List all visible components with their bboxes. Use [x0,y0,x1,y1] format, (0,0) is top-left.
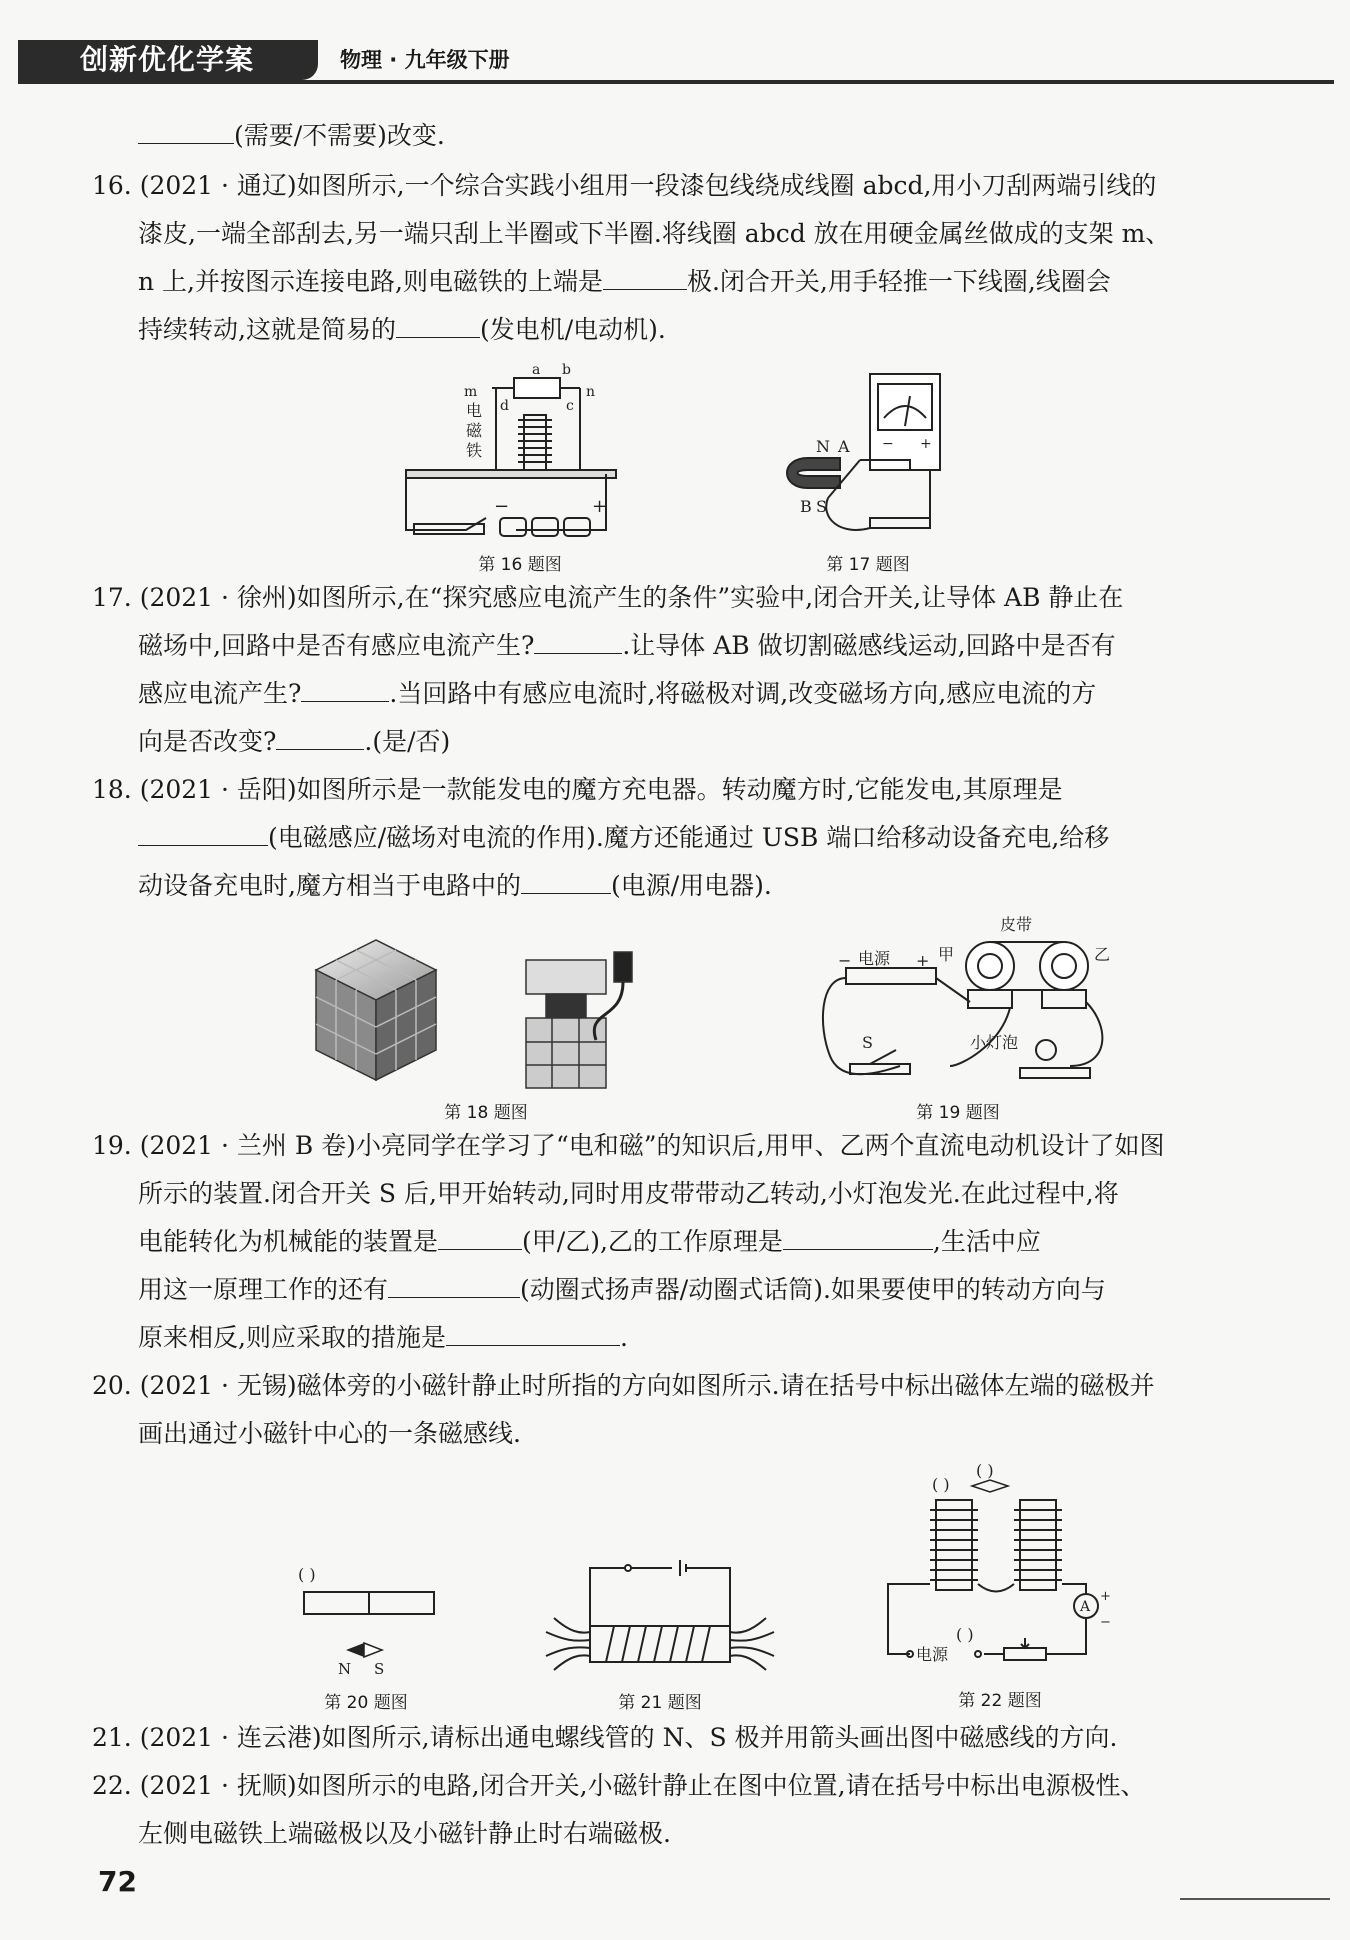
compass-needle-south [364,1643,382,1657]
question-18 [92,766,1272,910]
label-N: N [816,437,830,456]
question-15-tail [92,112,1272,160]
figure-20 [290,1550,450,1690]
q19-line4a: 用这一原理工作的还有 [138,1275,389,1304]
answer-blank[interactable] [138,115,234,144]
q15-text: (需要/不需要)改变. [234,121,445,150]
q19-line3c: ,生活中应 [932,1227,1041,1256]
figure-17 [760,368,960,548]
figure-20-caption: 第 20 题图 [324,1693,408,1713]
q17-line2a: 磁场中,回路中是否有感应电流产生? [138,631,535,660]
q18-line3a: 动设备充电时,魔方相当于电路中的 [138,871,521,900]
footer-rule [1180,1898,1330,1900]
compass-needle [972,1480,1008,1492]
figure-18-caption: 第 18 题图 [444,1103,528,1123]
label-n: n [586,384,596,400]
answer-blank[interactable] [438,1221,522,1250]
answer-blank[interactable] [603,261,687,290]
figure-22-caption: 第 22 题图 [958,1691,1042,1711]
label-b: b [562,362,571,378]
figure-17-caption: 第 17 题图 [826,555,910,575]
jia-label: 甲 [938,945,955,964]
q16-line4a: 持续转动,这就是简易的 [138,315,396,344]
label-N: N [338,1660,352,1678]
minus-sign: − [494,496,510,517]
question-21 [92,1714,1272,1762]
bulb-label: 小灯泡 [970,1033,1019,1052]
q17-line3a: 感应电流产生? [138,679,302,708]
needle-pole-bracket[interactable]: ( ) [976,1461,994,1480]
question-16 [92,162,1272,354]
q19-line4b: (动圈式扬声器/动圈式话筒).如果要使甲的转动方向与 [520,1275,1106,1304]
q19-line2: 所示的装置.闭合开关 S 后,甲开始转动,同时用皮带带动乙转动,小灯泡发光.在此过程中,将 [138,1179,1119,1208]
q19-line3a: 电能转化为机械能的装置是 [138,1227,439,1256]
answer-blank[interactable] [521,865,611,894]
q17-line4a: 向是否改变? [138,727,277,756]
pole-bracket[interactable]: ( ) [298,1565,316,1584]
question-17 [92,574,1272,766]
label-m: m [464,384,478,400]
q21-line1: 21. (2021 · 连云港)如图所示,请标出通电螺线管的 N、S 极并用箭头画出图中磁感线的方向. [92,1723,1118,1752]
page-header [18,40,1334,82]
switch-label: S [862,1033,873,1052]
question-22 [92,1762,1272,1858]
label-B: B [800,497,812,516]
label-A: A [838,437,850,456]
figure-21 [540,1548,780,1688]
answer-blank[interactable] [396,309,480,338]
answer-blank[interactable] [388,1269,520,1298]
q16-line4b: (发电机/电动机). [479,315,666,344]
q22-line2: 左侧电磁铁上端磁极以及小磁针静止时右端磁极. [138,1819,671,1848]
q17-line3b: .当回路中有感应电流时,将磁极对调,改变磁场方向,感应电流的方 [389,679,1097,708]
q16-line2: 漆皮,一端全部刮去,另一端只刮上半圈或下半圈.将线圈 abcd 放在用硬金属丝做成的支架 m、 [138,219,1171,248]
belt-label: 皮带 [1000,916,1033,934]
power-label: 电源 [916,1645,949,1664]
label-c: c [566,398,574,414]
figure-19-caption: 第 19 题图 [916,1103,1000,1123]
q18-line1: 18. (2021 · 岳阳)如图所示是一款能发电的魔方充电器。转动魔方时,它能发电,其原理是 [92,775,1063,804]
electromagnet-label: 铁 [466,441,483,460]
figure-16 [396,360,636,550]
header-rule [18,80,1334,84]
minus-sign: − [882,436,894,452]
q19-line3b: (甲/乙),乙的工作原理是 [522,1227,783,1256]
label-d: d [500,398,509,414]
q16-line1: 16. (2021 · 通辽)如图所示,一个综合实践小组用一段漆包线绕成线圈 abcd,用小刀刮两端引线的 [92,171,1157,200]
label-a: a [532,362,541,378]
q19-line1: 19. (2021 · 兰州 B 卷)小亮同学在学习了“电和磁”的知识后,用甲、乙两个直流电动机设计了如图 [92,1131,1165,1160]
figure-21-caption: 第 21 题图 [618,1693,702,1713]
plus-sign: + [592,496,608,517]
figure-22 [880,1460,1120,1688]
answer-blank[interactable] [534,625,622,654]
figure-16-caption: 第 16 题图 [478,555,562,575]
q16-line3a: n 上,并按图示连接电路,则电磁铁的上端是 [138,267,603,296]
q20-line1: 20. (2021 · 无锡)磁体旁的小磁针静止时所指的方向如图所示.请在括号中标出磁体左端的磁极并 [92,1371,1155,1400]
answer-blank[interactable] [301,673,389,702]
question-20 [92,1362,1272,1458]
answer-blank[interactable] [138,817,268,846]
electromagnet-label: 磁 [466,421,483,440]
electromagnet-label: 电 [466,401,483,420]
answer-blank[interactable] [783,1221,933,1250]
minus-sign: − [1100,1615,1111,1630]
q19-line5b: . [619,1323,628,1352]
power-pole-bracket[interactable]: ( ) [956,1625,974,1644]
figure-18 [296,930,656,1100]
book-subject: 物理 · 九年级下册 [340,48,510,72]
brand-title: 创新优化学案 [18,40,318,80]
plus-sign: + [916,951,930,970]
yi-label: 乙 [1094,945,1111,964]
q22-line1: 22. (2021 · 抚顺)如图所示的电路,闭合开关,小磁针静止在图中位置,请在括号中标出电源极性、 [92,1771,1146,1800]
answer-blank[interactable] [276,721,364,750]
compass-needle-north [346,1643,364,1657]
label-S: S [816,497,827,516]
q19-line5a: 原来相反,则应采取的措施是 [138,1323,446,1352]
left-pole-bracket[interactable]: ( ) [932,1475,950,1494]
q17-line2b: .让导体 AB 做切割磁感线运动,回路中是否有 [622,631,1116,660]
q20-line2: 画出通过小磁针中心的一条磁感线. [138,1419,521,1448]
plus-sign: + [1100,1589,1111,1604]
q18-line3b: (电源/用电器). [610,871,772,900]
answer-blank[interactable] [446,1317,620,1346]
q18-line2b: (电磁感应/磁场对电流的作用).魔方还能通过 USB 端口给移动设备充电,给移 [268,823,1110,852]
label-S: S [374,1660,385,1678]
minus-sign: − [838,951,852,970]
page-number: 72 [98,1865,137,1898]
q17-line1: 17. (2021 · 徐州)如图所示,在“探究感应电流产生的条件”实验中,闭合开关,让导体 AB 静止在 [92,583,1124,612]
power-label: 电源 [858,949,891,968]
q17-line4b: .(是/否) [364,727,451,756]
q16-line3b: 极.闭合开关,用手轻推一下线圈,线圈会 [686,267,1111,296]
plus-sign: + [920,436,932,452]
question-19 [92,1122,1272,1362]
ammeter-label: A [1080,1599,1091,1615]
figure-19 [810,916,1120,1098]
